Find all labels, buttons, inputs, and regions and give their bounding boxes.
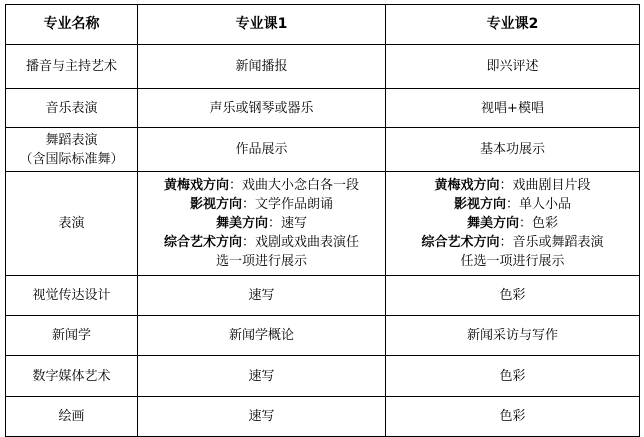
majors-table (5, 4, 640, 437)
course-1-cell: 速写 (138, 276, 386, 316)
header-course-2: 专业课2 (386, 5, 640, 45)
course-1-cell: 新闻学概论 (138, 316, 386, 356)
table-row (6, 276, 640, 316)
course-2-cell: 即兴评述 (386, 45, 640, 89)
course-1-cell: 新闻播报 (138, 45, 386, 89)
course-2-cell: 色彩 (386, 276, 640, 316)
direction-text-continued: 任选一项进行展示 (460, 254, 565, 269)
header-major-name: 专业名称 (6, 5, 138, 45)
course-2-cell: 色彩 (386, 397, 640, 437)
table-row (6, 45, 640, 89)
major-name-cell (6, 128, 138, 172)
course-1-cell (138, 172, 386, 276)
direction-text: ：戏曲大小念白各一段 (229, 178, 360, 193)
direction-text: ：戏剧或戏曲表演任 (242, 235, 360, 250)
direction-text-continued: 选一项进行展示 (215, 254, 307, 269)
direction-line (140, 176, 383, 195)
major-name-cell: 表演 (6, 172, 138, 276)
direction-label: 黄梅戏方向 (163, 178, 229, 193)
major-name-cell: 数字媒体艺术 (6, 356, 138, 397)
major-name-cell: 音乐表演 (6, 89, 138, 128)
direction-text: ：戏曲剧目片段 (499, 178, 591, 193)
table-row (6, 89, 640, 128)
direction-text: ：单人小品 (506, 197, 572, 212)
direction-label: 舞美方向 (466, 216, 519, 231)
direction-text: ：速写 (268, 216, 308, 231)
direction-label: 综合艺术方向 (163, 235, 242, 250)
table-row (6, 356, 640, 397)
direction-line (388, 195, 637, 214)
major-name-cell: 视觉传达设计 (6, 276, 138, 316)
table-row (6, 316, 640, 356)
direction-line (388, 233, 637, 252)
course-2-cell: 新闻采访与写作 (386, 316, 640, 356)
direction-line (388, 176, 637, 195)
direction-text: ：文学作品朗诵 (242, 197, 334, 212)
course-1-cell: 作品展示 (138, 128, 386, 172)
direction-line (140, 233, 383, 252)
major-name-cell: 绘画 (6, 397, 138, 437)
course-1-cell: 速写 (138, 397, 386, 437)
direction-text: ：音乐或舞蹈表演 (499, 235, 604, 250)
course-2-cell: 色彩 (386, 356, 640, 397)
major-name-note: （含国际标准舞） (19, 151, 124, 167)
course-2-cell (386, 172, 640, 276)
direction-text: ：色彩 (519, 216, 559, 231)
course-2-cell: 视唱+模唱 (386, 89, 640, 128)
course-1-cell: 声乐或钢琴或器乐 (138, 89, 386, 128)
direction-line (140, 195, 383, 214)
direction-line (140, 214, 383, 233)
header-course-1: 专业课1 (138, 5, 386, 45)
course-2-cell: 基本功展示 (386, 128, 640, 172)
major-name-line: 舞蹈表演 (45, 132, 98, 148)
direction-label: 舞美方向 (215, 216, 268, 231)
direction-label: 综合艺术方向 (421, 235, 500, 250)
direction-label: 黄梅戏方向 (434, 178, 500, 193)
table-header-row (6, 5, 640, 45)
table-row (6, 128, 640, 172)
direction-line (388, 214, 637, 233)
major-name-cell: 新闻学 (6, 316, 138, 356)
direction-label: 影视方向 (453, 197, 506, 212)
table-row (6, 397, 640, 437)
major-name-cell: 播音与主持艺术 (6, 45, 138, 89)
direction-label: 影视方向 (189, 197, 242, 212)
course-1-cell: 速写 (138, 356, 386, 397)
table-row (6, 172, 640, 276)
